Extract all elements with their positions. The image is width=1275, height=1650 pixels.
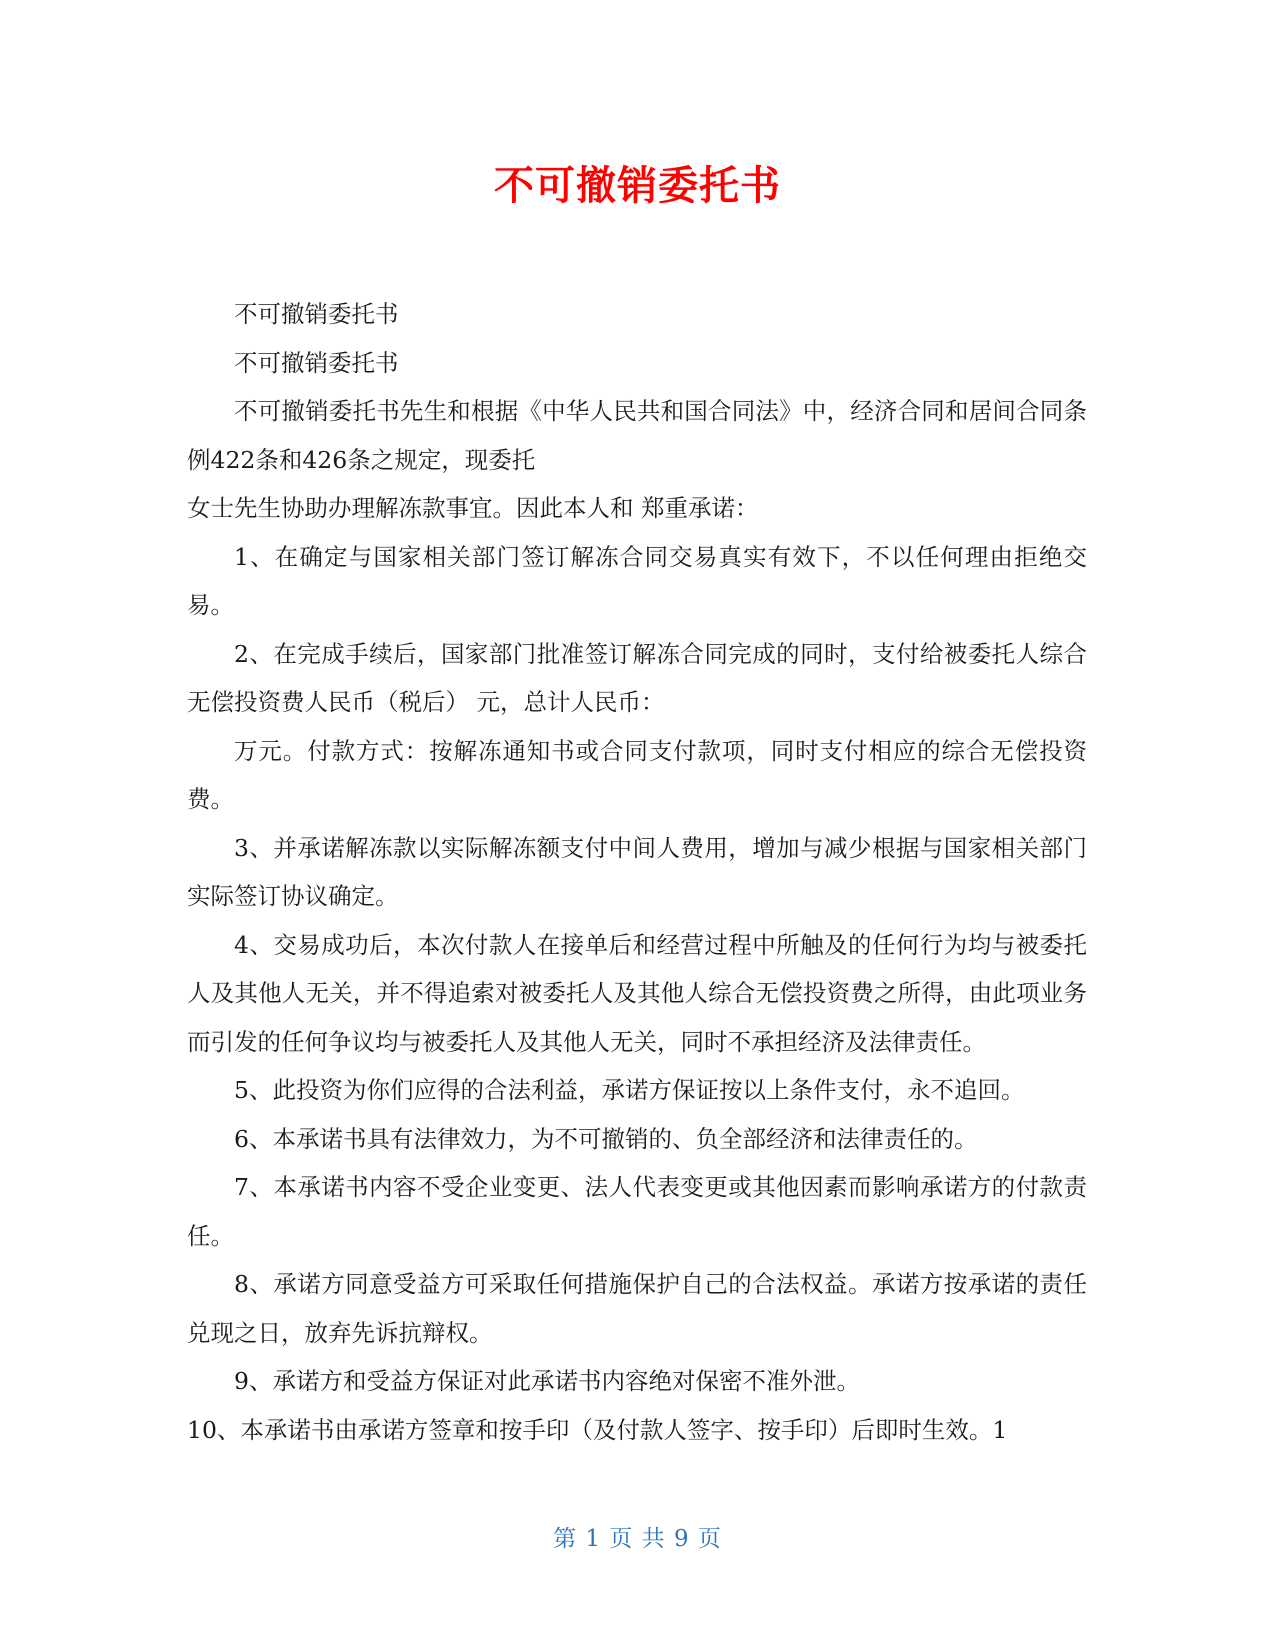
paragraph: 10、本承诺书由承诺方签章和按手印（及付款人签字、按手印）后即时生效。1 xyxy=(187,1415,1008,1444)
paragraph: 9、承诺方和受益方保证对此承诺书内容绝对保密不准外泄。 xyxy=(234,1367,860,1395)
paragraph: 2、在完成手续后，国家部门批准签订解冻合同完成的同时，支付给被委托人综合无偿投资费人民币（税后） 元，总计人民币： xyxy=(187,639,1087,716)
page-number-footer: 第 1 页 共 9 页 xyxy=(553,1526,722,1552)
paragraph: 4、交易成功后，本次付款人在接单后和经营过程中所触及的任何行为均与被委托人及其他人无关，并不得追索对被委托人及其他人综合无偿投资费之所得，由此项业务而引发的任何争议均与被委托人及其他人无关，同时不承担经济及法律责任。 xyxy=(187,930,1087,1056)
paragraph: 1、在确定与国家相关部门签订解冻合同交易真实有效下，不以任何理由拒绝交易。 xyxy=(187,542,1087,619)
document-body xyxy=(187,290,1087,1454)
paragraph: 不可撤销委托书 xyxy=(234,348,399,377)
paragraph: 万元。付款方式：按解冻通知书或合同支付款项，同时支付相应的综合无偿投资费。 xyxy=(187,736,1087,813)
paragraph: 8、承诺方同意受益方可采取任何措施保护自己的合法权益。承诺方按承诺的责任兑现之日，放弃先诉抗辩权。 xyxy=(187,1270,1087,1347)
paragraph: 3、并承诺解冻款以实际解冻额支付中间人费用，增加与减少根据与国家相关部门实际签订协议确定。 xyxy=(187,833,1087,910)
paragraph: 女士先生协助办理解冻款事宜。因此本人和 郑重承诺： xyxy=(187,494,759,522)
paragraph: 6、本承诺书具有法律效力，为不可撤销的、负全部经济和法律责任的。 xyxy=(234,1124,978,1153)
paragraph: 不可撤销委托书先生和根据《中华人民共和国合同法》中，经济合同和居间合同条例422条和426条之规定，现委托 xyxy=(187,397,1087,474)
paragraph: 7、本承诺书内容不受企业变更、法人代表变更或其他因素而影响承诺方的付款责任。 xyxy=(187,1173,1087,1250)
paragraph: 不可撤销委托书 xyxy=(234,300,399,328)
paragraph: 5、此投资为你们应得的合法利益，承诺方保证按以上条件支付，永不追回。 xyxy=(234,1076,1025,1104)
document-title: 不可撤销委托书 xyxy=(494,163,781,209)
